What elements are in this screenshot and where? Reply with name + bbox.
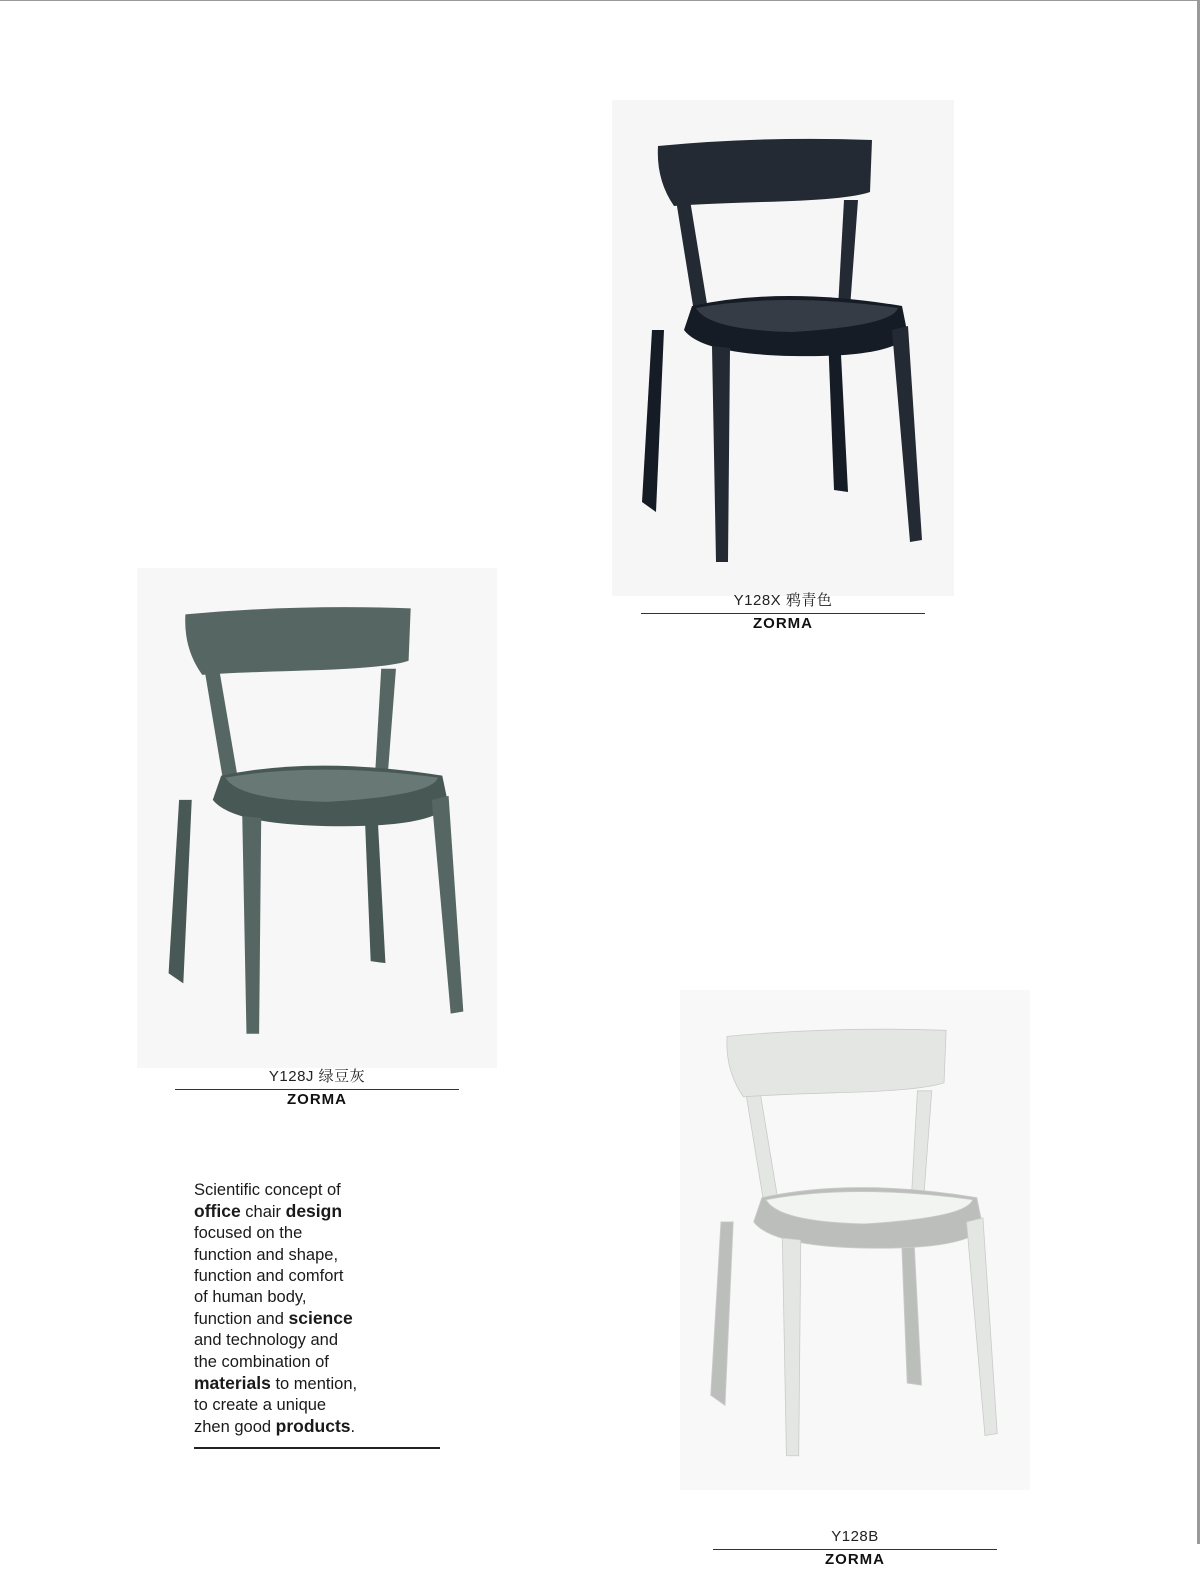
brand-name: ZORMA <box>753 615 813 632</box>
chair-photo-y128x <box>612 100 954 596</box>
description-emphasis: materials <box>194 1372 271 1393</box>
description-line <box>194 1395 444 1416</box>
caption-y128x <box>641 592 925 634</box>
description-segment: to mention, <box>270 1374 358 1393</box>
chair-backrest <box>727 1029 946 1097</box>
brand-name: ZORMA <box>287 1091 347 1108</box>
caption-y128b <box>713 1528 997 1570</box>
description-segment: function and <box>194 1310 289 1329</box>
chair-y128b-image <box>680 990 1030 1490</box>
description-rule <box>194 1447 440 1449</box>
description-line <box>194 1308 444 1330</box>
chair-y128j-image <box>137 568 497 1068</box>
description-line <box>194 1330 444 1351</box>
description-emphasis: office <box>194 1201 241 1222</box>
caption-y128j <box>175 1068 459 1110</box>
description-segment: function and shape, <box>194 1245 339 1264</box>
description-segment: function and comfort <box>194 1266 344 1285</box>
product-code: Y128B <box>713 1528 997 1550</box>
description-segment: focused on the <box>194 1224 303 1243</box>
chair-y128x-image <box>612 100 954 596</box>
description-line <box>194 1245 444 1266</box>
description-segment: the combination of <box>194 1352 329 1371</box>
chair-backrest <box>658 139 872 206</box>
description-line <box>194 1287 444 1308</box>
description-segment: of human body, <box>194 1288 307 1307</box>
chair-photo-y128b <box>680 990 1030 1490</box>
product-code: Y128X 鸦青色 <box>641 592 925 614</box>
description-line <box>194 1266 444 1287</box>
description-segment: . <box>350 1418 356 1437</box>
description-text <box>194 1180 444 1438</box>
description-line <box>194 1201 444 1223</box>
description-segment: to create a unique <box>194 1396 327 1415</box>
description-emphasis: science <box>288 1308 353 1329</box>
product-code: Y128J 绿豆灰 <box>175 1068 459 1090</box>
description-segment: Scientific concept of <box>194 1181 341 1199</box>
description-line <box>194 1373 444 1395</box>
description-line <box>194 1352 444 1373</box>
chair-backrest <box>185 607 410 675</box>
description-segment: and technology and <box>194 1331 339 1350</box>
description-line <box>194 1416 444 1438</box>
description-emphasis: products <box>275 1416 351 1437</box>
chair-photo-y128j <box>137 568 497 1068</box>
description-emphasis: design <box>285 1201 343 1222</box>
description-segment: chair <box>240 1203 286 1222</box>
page-border-top <box>0 0 1200 1</box>
description-line <box>194 1180 444 1201</box>
brand-name: ZORMA <box>825 1551 885 1568</box>
description-line <box>194 1223 444 1244</box>
description-segment: zhen good <box>194 1418 276 1437</box>
